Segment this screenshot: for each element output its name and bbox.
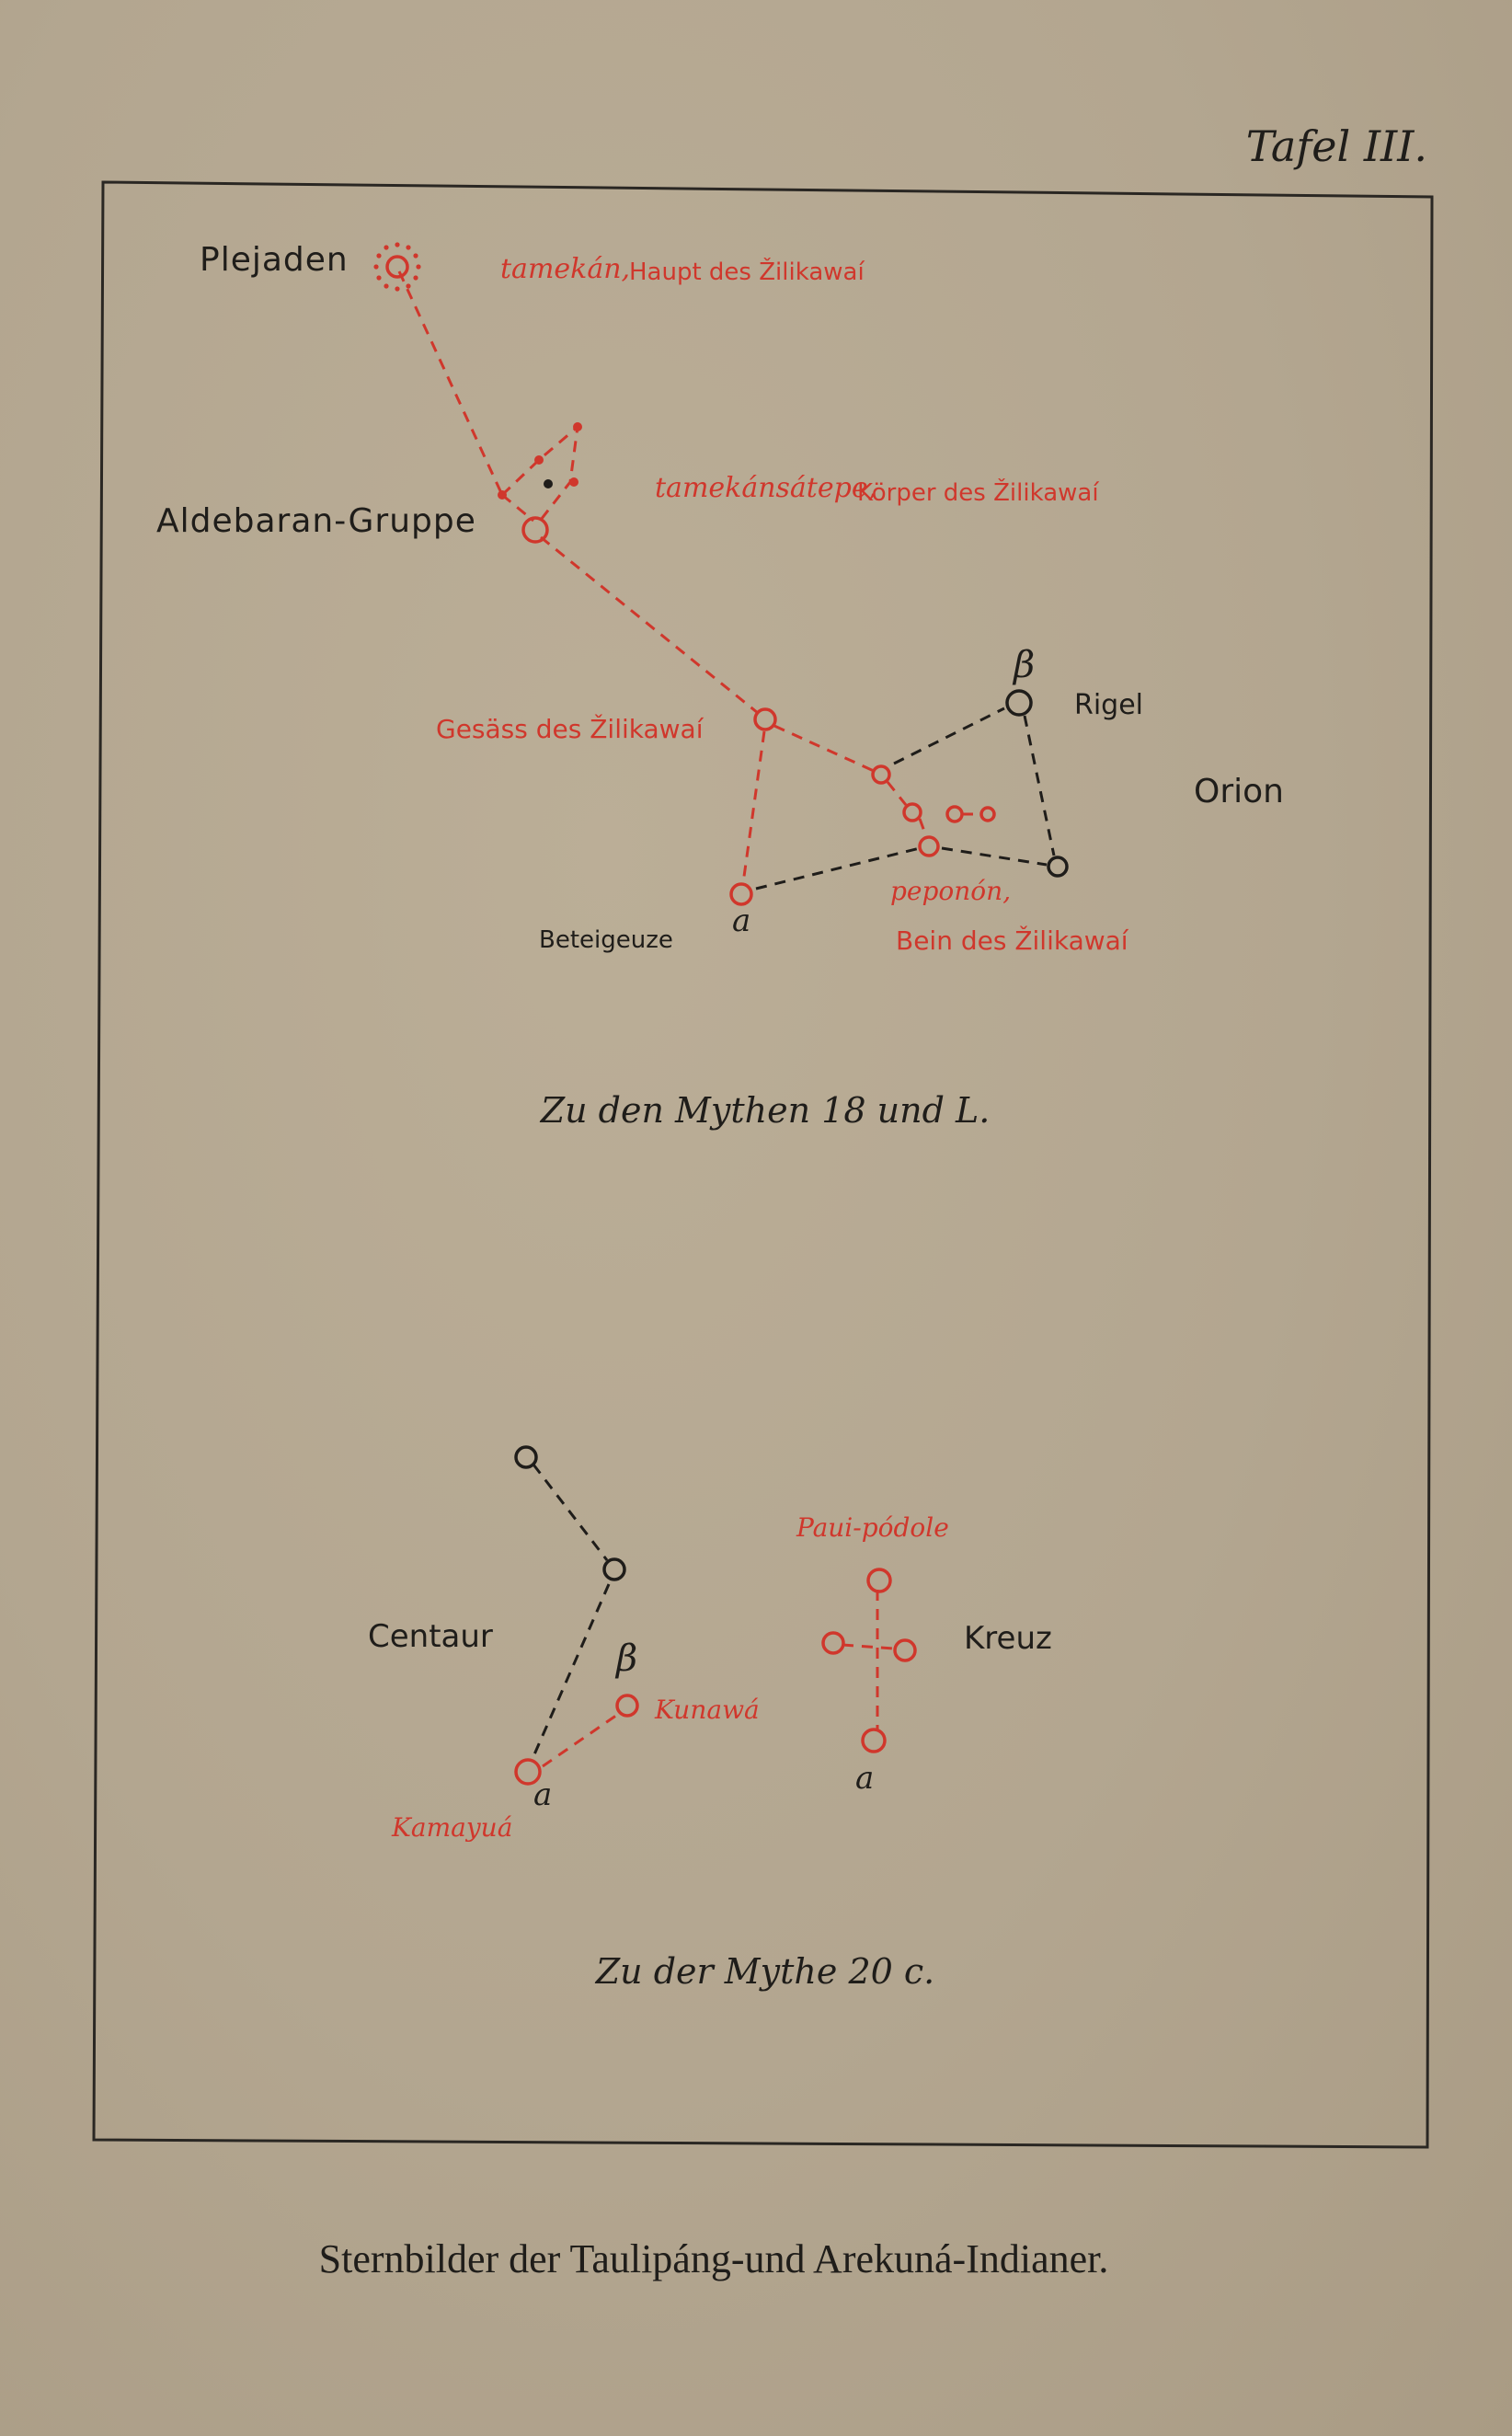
star-kreuz-alpha bbox=[863, 1729, 885, 1752]
label-plejaden: Plejaden bbox=[200, 241, 349, 279]
label-alpha-kreuz: a bbox=[855, 1760, 875, 1797]
star-kreuz-left bbox=[823, 1633, 843, 1653]
label-bein: Bein des Žilikawaí bbox=[896, 925, 1128, 956]
label-tamekan: tamekán, bbox=[500, 253, 631, 285]
label-tamekansatepe: tamekánsátepe, bbox=[655, 472, 877, 504]
label-centaur: Centaur bbox=[368, 1618, 493, 1655]
line-hyades-base bbox=[502, 495, 533, 521]
lower-constellation bbox=[368, 1447, 1052, 1992]
star-kreuz-right bbox=[895, 1640, 915, 1660]
star-belt-2 bbox=[904, 804, 921, 821]
star-belt-1 bbox=[873, 766, 889, 783]
star-plejaden bbox=[373, 242, 420, 291]
star-beteigeuze bbox=[731, 884, 751, 904]
star-rigel bbox=[1007, 691, 1031, 715]
star-hyades-mid bbox=[534, 455, 544, 465]
label-gesaess: Gesäss des Žilikawaí bbox=[436, 714, 704, 744]
line-plejaden-aldebaran bbox=[399, 271, 502, 495]
star-aldebaran bbox=[523, 518, 547, 542]
upper-caption: Zu den Mythen 18 und L. bbox=[540, 1090, 991, 1131]
star-hyades-left bbox=[498, 490, 507, 500]
label-peponon: peponón, bbox=[890, 876, 1012, 906]
label-aldebaran: Aldebaran-Gruppe bbox=[156, 502, 476, 540]
star-hyades-right bbox=[569, 477, 578, 487]
star-hyades-black bbox=[544, 479, 553, 488]
star-centaur-mid bbox=[604, 1559, 624, 1580]
label-koerper: Körper des Žilikawaí bbox=[857, 479, 1099, 507]
line-centaur-top bbox=[533, 1465, 607, 1560]
label-haupt: Haupt des Žilikawaí bbox=[629, 259, 865, 286]
label-beta-orion: β bbox=[1014, 644, 1036, 686]
star-centaur-top bbox=[516, 1447, 536, 1467]
label-beta-centaur: β bbox=[616, 1637, 638, 1680]
line-kreuz-horizontal bbox=[842, 1645, 894, 1649]
label-kamayua: Kamayuá bbox=[392, 1812, 513, 1843]
lower-caption: Zu der Mythe 20 c. bbox=[595, 1951, 935, 1992]
label-paui-podole: Paui-pódole bbox=[796, 1512, 949, 1543]
line-hyades-loop bbox=[502, 427, 578, 520]
star-belt-3 bbox=[920, 837, 938, 856]
star-kreuz-top bbox=[868, 1569, 890, 1591]
label-beteigeuze: Beteigeuze bbox=[539, 926, 673, 954]
star-beta-centauri bbox=[617, 1695, 637, 1716]
label-rigel: Rigel bbox=[1074, 689, 1144, 721]
star-gesaess bbox=[755, 709, 775, 730]
label-alpha-orion: a bbox=[732, 902, 751, 939]
star-sword-1 bbox=[947, 807, 962, 822]
line-gesaess-beteigeuze bbox=[743, 731, 764, 883]
label-orion: Orion bbox=[1194, 773, 1284, 810]
line-belt-foot bbox=[942, 848, 1047, 865]
label-kunawa: Kunawá bbox=[655, 1695, 760, 1725]
label-alpha-centaur: a bbox=[533, 1776, 553, 1813]
line-centaur-body bbox=[532, 1584, 609, 1761]
line-gesaess-belt bbox=[774, 726, 874, 771]
line-belt-rigel bbox=[894, 708, 1004, 764]
label-kreuz: Kreuz bbox=[964, 1620, 1052, 1657]
star-sword-2 bbox=[981, 808, 994, 821]
line-rigel-foot bbox=[1025, 716, 1054, 856]
line-aldebaran-gesaess bbox=[541, 537, 758, 713]
plate-title: Sternbilder der Taulipáng-und Arekuná-Indianer. bbox=[318, 2236, 1109, 2281]
line-belt bbox=[888, 782, 906, 805]
plate-label: Tafel III. bbox=[1245, 121, 1427, 171]
upper-constellation bbox=[156, 241, 1284, 1131]
line-alpha-beta-centauri bbox=[543, 1713, 620, 1766]
star-orion-foot bbox=[1048, 857, 1067, 876]
star-hyades-top bbox=[573, 422, 582, 431]
